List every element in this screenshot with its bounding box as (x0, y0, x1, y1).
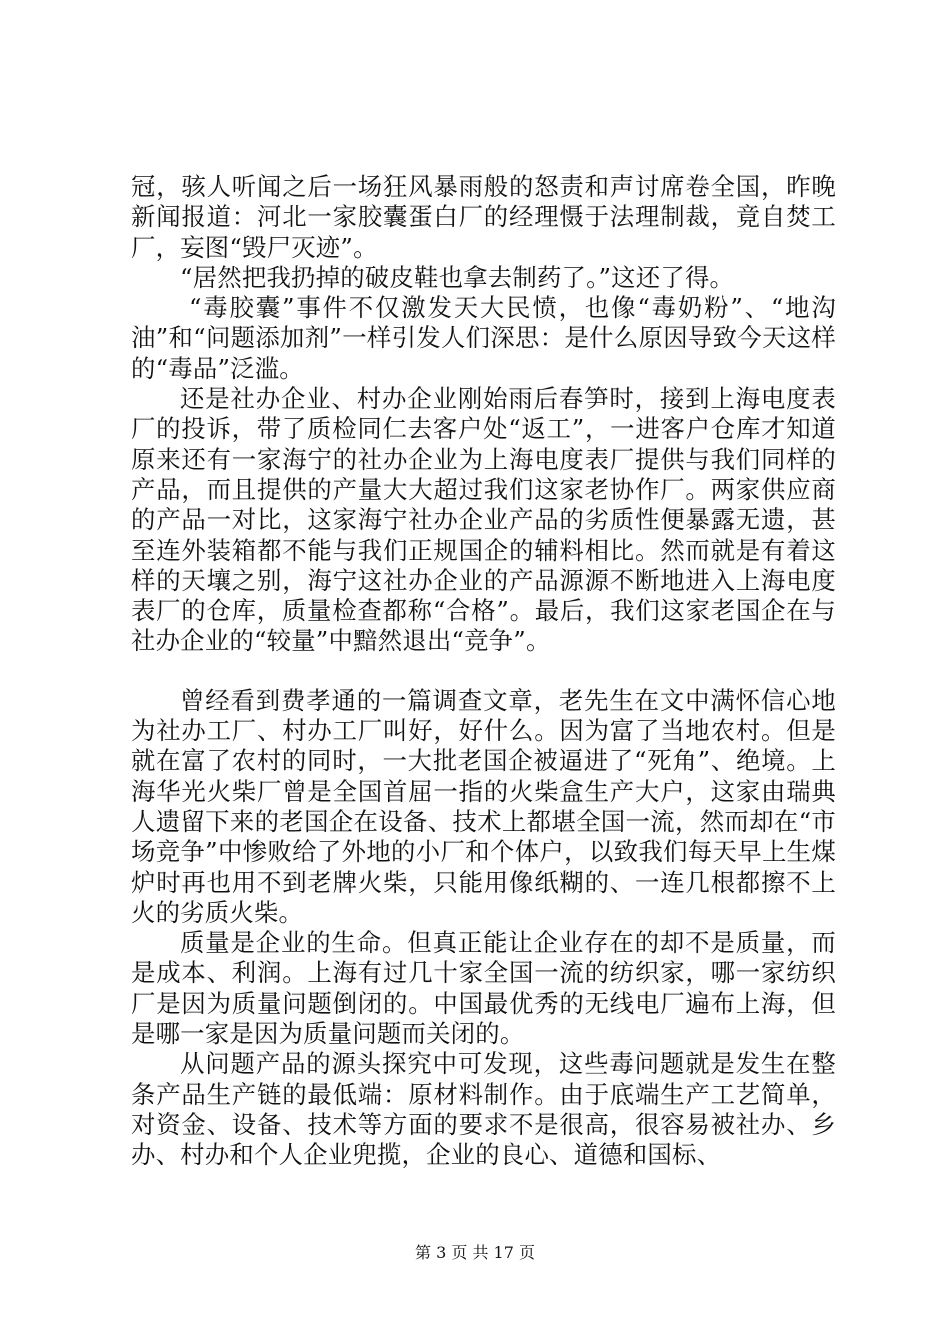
paragraph-3: “毒胶囊”事件不仅激发天大民愤，也像“毒奶粉”、“地沟油”和“问题添加剂”一样引发人们深思：是什么原因导致今天这样的“毒品”泛滥。 (131, 293, 836, 383)
paragraph-6: 质量是企业的生命。但真正能让企业存在的却不是质量，而是成本、利润。上海有过几十家全国一流的纺织家，哪一家纺织厂是因为质量问题倒闭的。中国最优秀的无线电厂遍布上海，但是哪一家是因为质量问题而关闭的。 (131, 928, 836, 1049)
paragraph-5: 曾经看到费孝通的一篇调查文章，老先生在文中满怀信心地为社办工厂、村办工厂叫好，好什么。因为富了当地农村。但是就在富了农村的同时，一大批老国企被逼进了“死角”、绝境。上海华光火柴厂曾是全国首屈一指的火柴盒生产大户，这家由瑞典人遗留下来的老国企在设备、技术上都堪全国一流，然而却在“市场竞争”中惨败给了外地的小厂和个体户，以致我们每天早上生煤炉时再也用不到老牌火柴，只能用像纸糊的、一连几根都擦不上火的劣质火柴。 (131, 685, 836, 927)
page-number-label: 第 3 页 共 17 页 (415, 1243, 535, 1262)
paragraph-1: 冠，骇人听闻之后一场狂风暴雨般的怒责和声讨席卷全国，昨晚新闻报道：河北一家胶囊蛋白厂的经理慑于法理制裁，竟自焚工厂，妄图“毁尸灭迹”。 (131, 172, 836, 262)
paragraph-spacer (131, 657, 836, 686)
document-body (131, 172, 836, 1171)
page-footer (0, 1243, 950, 1263)
paragraph-4: 还是社办企业、村办企业刚始雨后春笋时，接到上海电度表厂的投诉，带了质检同仁去客户处“返工”，一进客户仓库才知道原来还有一家海宁的社办企业为上海电度表厂提供与我们同样的产品，而且提供的产量大大超过我们这家老协作厂。两家供应商的产品一对比，这家海宁社办企业产品的劣质性便暴露无遗，甚至连外装箱都不能与我们正规国企的辅料相比。然而就是有着这样的天壤之别，海宁这社办企业的产品源源不断地进入上海电度表厂的仓库，质量检查都称“合格”。最后，我们这家老国企在与社办企业的“较量”中黯然退出“竞争”。 (131, 384, 836, 656)
paragraph-2: “居然把我扔掉的破皮鞋也拿去制药了。”这还了得。 (180, 262, 735, 292)
paragraph-7: 从问题产品的源头探究中可发现，这些毒问题就是发生在整条产品生产链的最低端：原材料制作。由于底端生产工艺简单，对资金、设备、技术等方面的要求不是很高，很容易被社办、乡办、村办和个人企业兜揽，企业的良心、道德和国标、 (131, 1049, 836, 1170)
